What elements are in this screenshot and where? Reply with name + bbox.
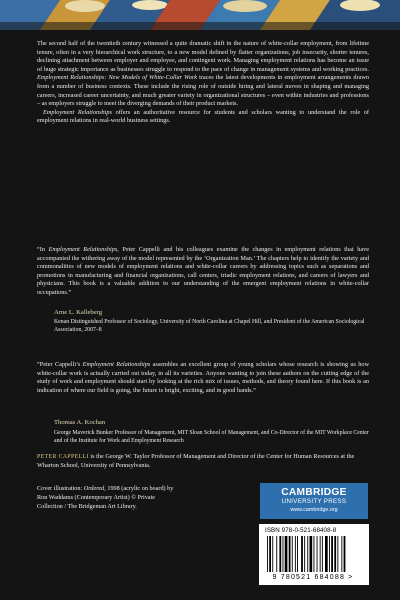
publisher-name: CAMBRIDGE [281,487,347,498]
endorser-name-1: Arne L. Kalleberg [54,309,103,316]
description-paragraph-1 [37,40,369,109]
quote-text: , Peter Cappelli and his colleagues examine the changes in employment relations that have accompanied the withering away of the model represented by the ‘Organization Man.’ The chapters help to identify the variety and commonalities of new models of employment relations and white-collar careers by addressing topics such as separations and promotions in manufacturing and financial organizations, call centers, triadic employment relations, and careers of lawyers and physicians. This book is a valuable addition to our understanding of the emergent employment relations in white-collar occupations.” [37,246,369,296]
quote-text: “Peter Cappelli’s [37,361,83,368]
book-title-italic: Employment Relationships [48,246,118,253]
description-text: offers an authoritative resource for students and scholars wanting to understand the role of employment relations in real-world business settings. [37,108,369,125]
quote-text: assembles an excellent group of young scholars whose research is showing us how white-collar work is actually carried out today, in all its varieties. Anyone wanting to join these authors on the cutting edge of the study of work and employment should start by looking at the rich mix of issues, methods, and theory found here. If this book is an indication of where our field is going, the future is bright, exciting, and in good hands.” [37,361,369,394]
cover-artwork [0,0,400,30]
endorsement-quote-2 [37,361,369,395]
publisher-url: www.cambridge.org [290,507,338,513]
endorser-name-2: Thomas A. Kochan [54,419,106,426]
artwork-title: Ordered [83,485,105,492]
quote-text: “In [37,246,49,253]
book-title-italic: Employment Relationships [82,361,151,368]
credit-label: Cover illustration: [37,485,84,492]
credit-text: , 1998 (acrylic on board) by Ron Waddams (Contemporary Artist) © Private Collection / The Bridgeman Art Library. [37,485,174,511]
publisher-logo [260,483,368,519]
book-description [37,40,369,126]
author-name: PETER CAPPELLI [37,454,89,460]
isbn-label: ISBN 978-0-521-68408-8 [265,527,337,534]
endorser-affiliation-1: Kenan Distinguished Professor of Sociology, University of North Carolina at Chapel Hill, and President of the American Sociological Association, 2007–8 [54,319,365,333]
isbn-barcode [259,524,369,585]
endorser-affiliation-2: George Maverick Bunker Professor of Management, MIT Sloan School of Management, and Co-Director of the MIT Workplace Center and of the Institute for Work and Employment Research [54,430,369,444]
description-text: traces the latest developments in employment arrangements drawn from a number of business contexts. These include the rising role of outside hiring and lateral moves in shaping and managing careers, increased career uncertainty, and much greater variety in organizational structures – even within industries and professions – as employers struggle to meet the diverging demands of their product markets. [37,74,370,108]
description-paragraph-2 [37,109,369,126]
author-bio-text: is the George W. Taylor Professor of Management and Director of the Center for Human Resources at the Wharton School, University of Pennsylvania. [37,453,355,469]
book-title-italic: Employment Relationships [43,108,112,116]
endorsement-quote-1 [37,246,369,298]
author-bio [37,453,369,470]
publisher-subname: UNIVERSITY PRESS [281,498,347,505]
description-text: The second half of the twentieth century witnessed a quite dramatic shift in the nature of white-collar employment, from lifetime tenure, often in a very hierarchical work structure, to a new model defined by flatter organizations, job insecurity, shorter tenures, declining attachment between employer and employee, and contingent work. Managing employment relations has become an issue of huge strategic importance as businesses struggle to respond to the pace of change in management systems and working practices. [37,40,369,73]
cover-illustration-credit [37,484,177,512]
book-title-italic: Employment Relationships: New Models of White-Collar Work [37,74,198,82]
barcode-digits: 9 780521 684088 > [272,574,354,581]
barcode-icon [265,536,363,574]
